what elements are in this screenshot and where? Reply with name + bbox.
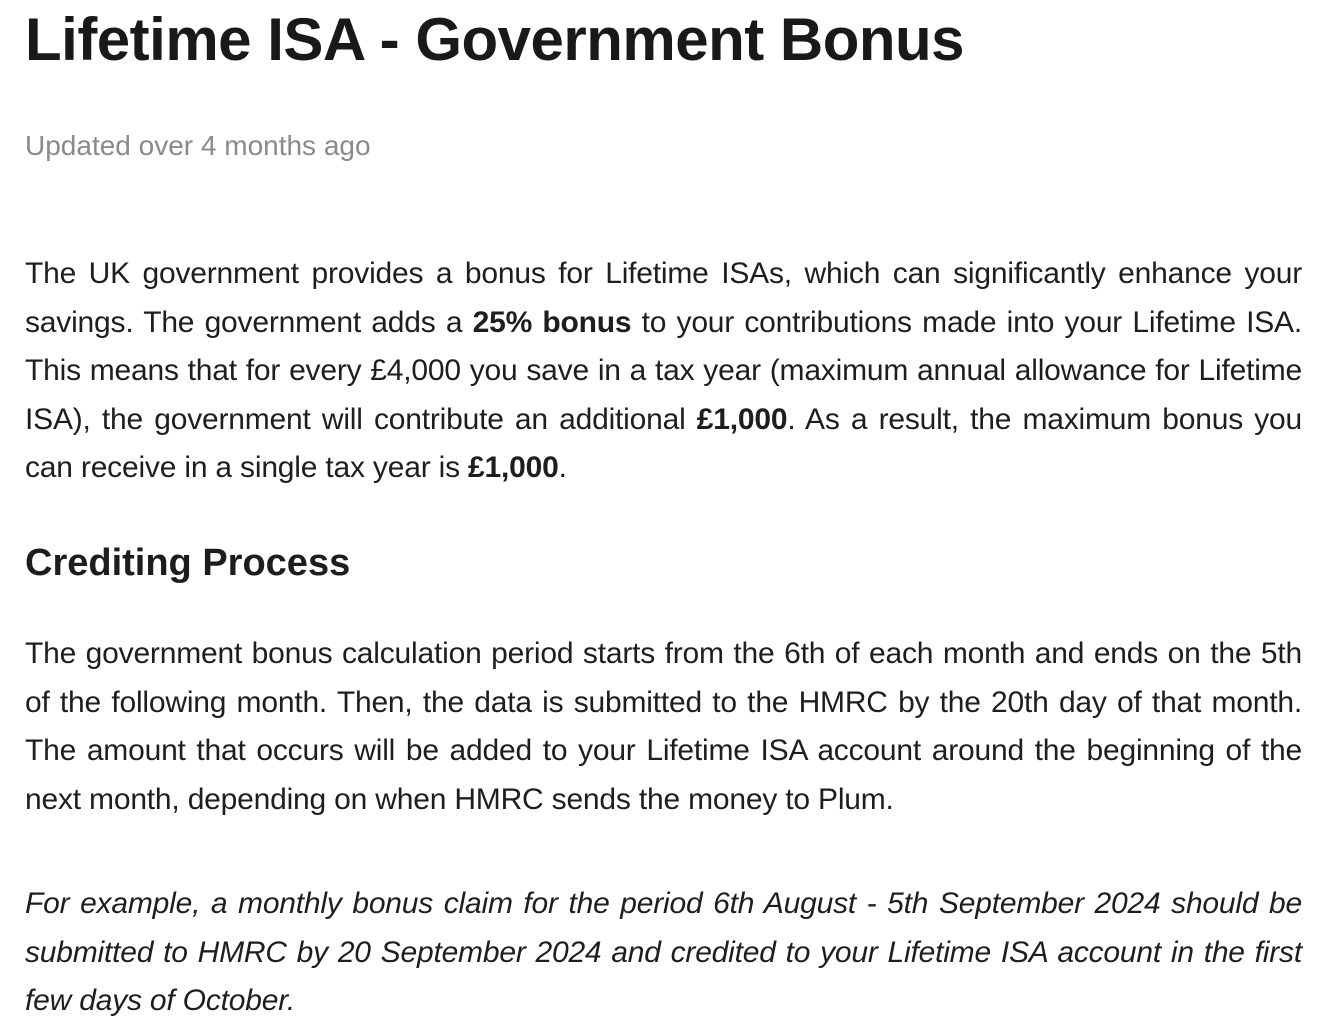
example-paragraph: For example, a monthly bonus claim for the period 6th August - 5th September 2024 should be submitted to HMRC by 20 September 2024 and credited to your Lifetime ISA account in the first few days of October. [25, 887, 1302, 1018]
intro-paragraph: The UK government provides a bonus for Lifetime ISAs, which can significantly enhance your savings. The government adds a 25% bonus to your contributions made into your Lifetime ISA. This means that for every £4,000 you save in a tax year (maximum annual allowance for Lifetime ISA), the government will contribute an additional £1,000. As a result, the maximum bonus you can receive in a single tax year is £1,000. [25, 257, 1303, 485]
page-title: Lifetime ISA - Government Bonus [25, 6, 965, 73]
section-heading-crediting-process: Crediting Process [25, 541, 351, 584]
updated-timestamp: Updated over 4 months ago [25, 130, 371, 161]
crediting-paragraph: The government bonus calculation period starts from the 6th of each month and ends on the 5th of the following month. Then, the data is submitted to the HMRC by the 20th day of that month. The amount that occurs will be added to your Lifetime ISA account around the beginning of the next month, depending on when HMRC sends the money to Plum. [25, 637, 1302, 816]
